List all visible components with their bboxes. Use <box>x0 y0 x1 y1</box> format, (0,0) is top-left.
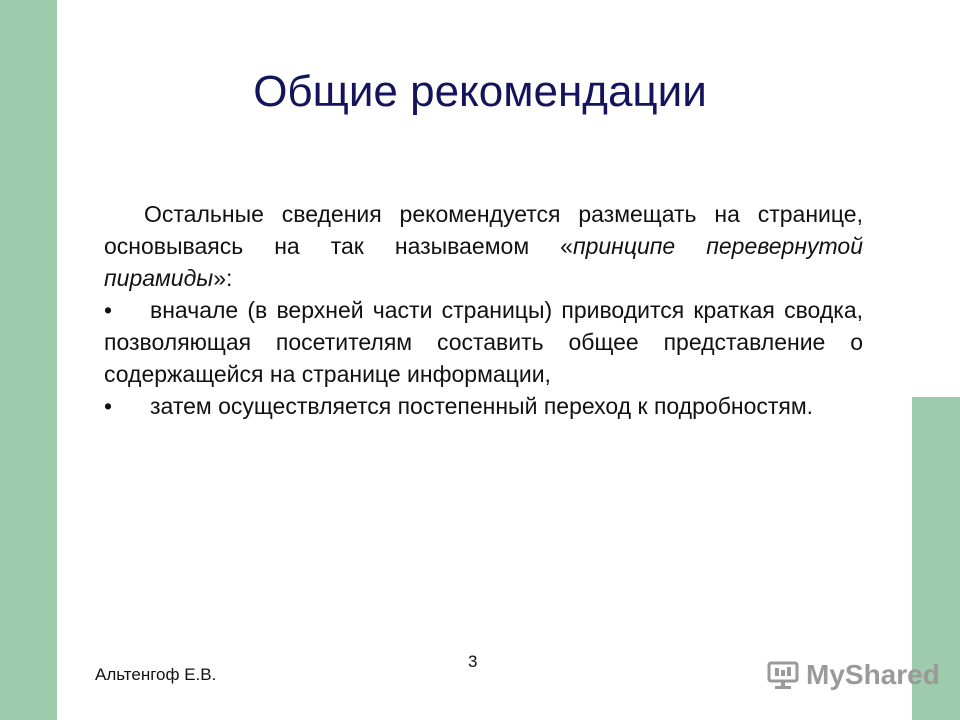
intro-emphasis: принципе перевернутой пирамиды <box>104 233 863 291</box>
intro-paragraph <box>104 198 863 294</box>
intro-text-end: »: <box>213 265 233 291</box>
bullet-text-1: вначале (в верхней части страницы) приводится краткая сводка, позволяющая посетителям составить общее представление о содержащейся на странице информации, <box>104 297 863 387</box>
watermark-logo <box>766 655 940 695</box>
intro-text-start: Остальные сведения рекомендуется размещать на странице, основываясь на так называемом « <box>104 201 863 259</box>
page-number: 3 <box>468 652 478 671</box>
slide-title <box>0 62 960 122</box>
bullet-marker: • <box>104 297 113 323</box>
bullet-item-2 <box>104 390 863 422</box>
slide-title-text: Общие рекомендации <box>253 67 707 116</box>
presentation-screen-icon <box>766 658 800 692</box>
bullet-marker: • <box>104 393 113 419</box>
watermark-text: MyShared <box>806 659 940 690</box>
bullet-text-2: затем осуществляется постепенный переход к подробностям. <box>150 393 814 419</box>
author-name: Альтенгоф Е.В. <box>95 665 217 684</box>
bullet-item-1 <box>104 294 863 390</box>
slide-body <box>104 198 863 422</box>
